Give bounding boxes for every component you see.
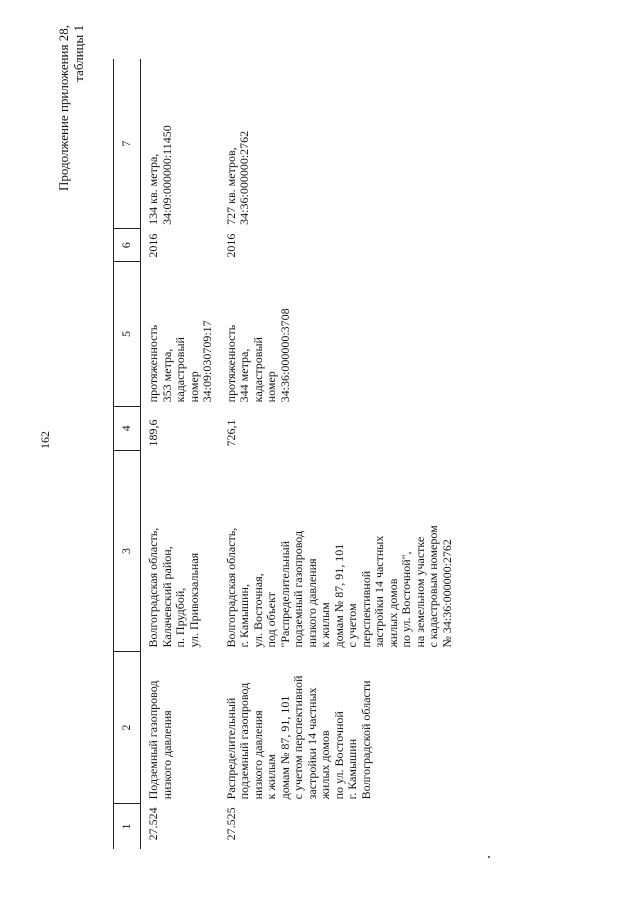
object-name-line: жилых домов (318, 730, 332, 800)
object-name-line: низкого давления (159, 710, 174, 800)
characteristics-line: 34:36:000000:3708 (277, 308, 292, 403)
column-number: 3 (114, 450, 141, 651)
location-line: "Распределительный (277, 540, 292, 648)
characteristics-line: кадастровый (173, 337, 187, 403)
location-line: г. Камышин, (237, 584, 251, 648)
land-area-line: 34:36:000000:2762 (237, 130, 251, 225)
table-row (219, 59, 459, 849)
object-name-line: г. Камышин (345, 738, 359, 800)
characteristics-cell (141, 262, 219, 407)
characteristics-line: кадастровый (250, 337, 265, 403)
location-cell (141, 450, 219, 651)
column-number: 1 (114, 803, 141, 849)
location-line: подземный газопровод (291, 530, 305, 648)
object-name-line: Волгоградской области (358, 680, 373, 800)
object-name-line: низкого давления (250, 710, 265, 800)
land-area-line: 134 кв. метра, (146, 153, 160, 225)
objects-table (113, 59, 458, 849)
location-line: жилых домов (385, 578, 400, 648)
object-name-line: подземный газопровод (237, 682, 251, 800)
object-name-cell (219, 652, 459, 804)
characteristics-line: 353 метра, (159, 348, 174, 403)
location-line: под объект (264, 592, 278, 648)
characteristics-line: 344 метра, (237, 348, 251, 403)
continuation-heading (56, 25, 86, 265)
characteristics-line: номер (186, 371, 201, 403)
characteristics-line: номер (264, 371, 278, 403)
year-cell: 2016 (223, 233, 238, 258)
value-cell: 189,6 (146, 419, 160, 447)
location-line: Калачевский район, (159, 546, 174, 648)
characteristics-line: протяженность (146, 324, 160, 403)
location-line: домам № 87, 91, 101 (331, 543, 346, 648)
location-cell (219, 450, 459, 651)
location-line: по ул. Восточной", (399, 551, 413, 648)
location-line: Волгоградская область, (146, 527, 160, 648)
location-line: к жилым (318, 602, 332, 648)
column-number: 7 (114, 59, 141, 229)
column-number-row (114, 59, 141, 849)
location-line: с кадастровым номером (426, 525, 440, 648)
location-line: ул. Восточная, (250, 573, 265, 648)
object-name-line: с учетом перспективной (291, 675, 305, 800)
characteristics-cell (219, 262, 459, 407)
location-line: перспективной (358, 570, 373, 648)
land-area-line: 34:09:000000:11450 (159, 125, 174, 225)
object-name-line: Распределительный (223, 697, 238, 800)
characteristics-line: протяженность (223, 324, 238, 403)
location-line: № 34:36:000000:2762 (439, 539, 454, 648)
row-number-cell: 27.524 (146, 807, 160, 841)
row-number-cell: 27.525 (223, 807, 238, 841)
heading-line-2: таблицы 1 (71, 25, 86, 82)
land-area-line: 727 кв. метров, (223, 147, 238, 225)
object-name-line: по ул. Восточной (331, 711, 346, 800)
object-name-line: Подземный газопровод (146, 680, 160, 800)
page-number: 162 (38, 431, 52, 449)
location-line: застройки 14 частных (372, 535, 386, 648)
land-area-cell (141, 59, 219, 229)
location-line: низкого давления (304, 558, 319, 648)
scan-dot (488, 856, 490, 858)
column-number: 4 (114, 406, 141, 450)
object-name-cell (141, 652, 219, 804)
table-row (141, 59, 219, 849)
location-line: п. Прудбой, (173, 587, 187, 648)
location-line: на земельном участке (412, 536, 427, 648)
value-cell: 726,1 (223, 419, 238, 447)
column-number: 2 (114, 652, 141, 804)
land-area-cell (219, 59, 459, 229)
column-number: 6 (114, 229, 141, 262)
object-name-line: домам № 87, 91, 101 (277, 695, 292, 800)
location-line: с учетом (345, 603, 359, 648)
year-cell: 2016 (146, 233, 160, 258)
object-name-line: к жилым (264, 754, 278, 800)
characteristics-line: 34:09:030709:17 (200, 320, 214, 403)
location-line: ул. Привокзальная (186, 552, 201, 648)
column-number: 5 (114, 262, 141, 407)
object-name-line: застройки 14 частных (304, 687, 319, 800)
location-line: Волгоградская область, (223, 527, 238, 648)
heading-line-1: Продолжение приложения 28, (56, 25, 71, 192)
